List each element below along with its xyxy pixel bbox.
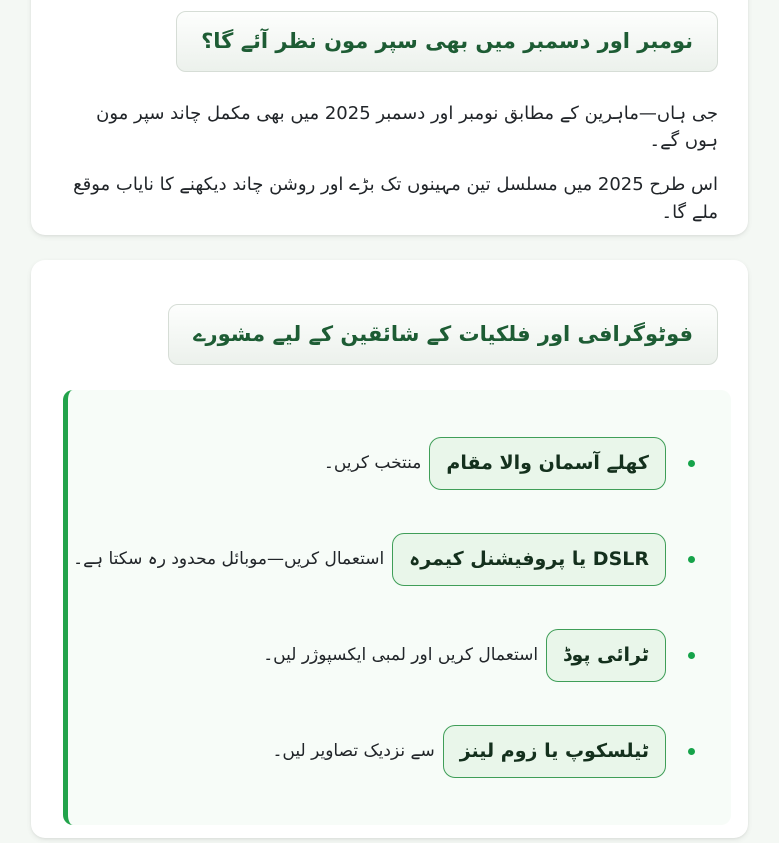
list-item [73,512,695,608]
bullet-icon [688,556,695,563]
list-item [88,416,695,512]
tip-badge: DSLR یا پروفیشنل کیمرہ [392,533,666,586]
tip-badge: ٹرائی پوڈ [546,629,666,682]
bullet-icon [688,652,695,659]
bullet-icon [688,748,695,755]
supermoon-qa-card [31,0,748,235]
qa-paragraph-1: جی ہاں—ماہرین کے مطابق نومبر اور دسمبر 2025 میں بھی مکمل چاند سپر مون ہوں گے۔ [96,102,718,152]
list-item [88,608,695,704]
tip-text: منتخب کریں۔ [323,453,422,474]
tip-text: استعمال کریں—موبائل محدود رہ سکتا ہے۔ [73,549,385,570]
tip-text: استعمال کریں اور لمبی ایکسپوژر لیں۔ [263,645,539,666]
tip-badge: کھلے آسمان والا مقام [429,437,666,490]
bullet-icon [688,460,695,467]
qa-paragraph-2: اس طرح 2025 میں مسلسل تین مہینوں تک بڑے اور روشن چاند دیکھنے کا نایاب موقع ملے گا۔ [73,174,718,224]
qa-section-heading-badge: نومبر اور دسمبر میں بھی سپر مون نظر آئے گا؟ [176,11,718,72]
photography-tips-card [31,260,748,838]
tips-section-heading-badge: فوٹوگرافی اور فلکیات کے شائقین کے لیے مشورے [168,304,718,365]
list-item [88,704,695,800]
tip-badge: ٹیلسکوپ یا زوم لینز [443,725,666,778]
tip-text: سے نزدیک تصاویر لیں۔ [272,741,435,762]
tips-list-container [63,390,731,825]
